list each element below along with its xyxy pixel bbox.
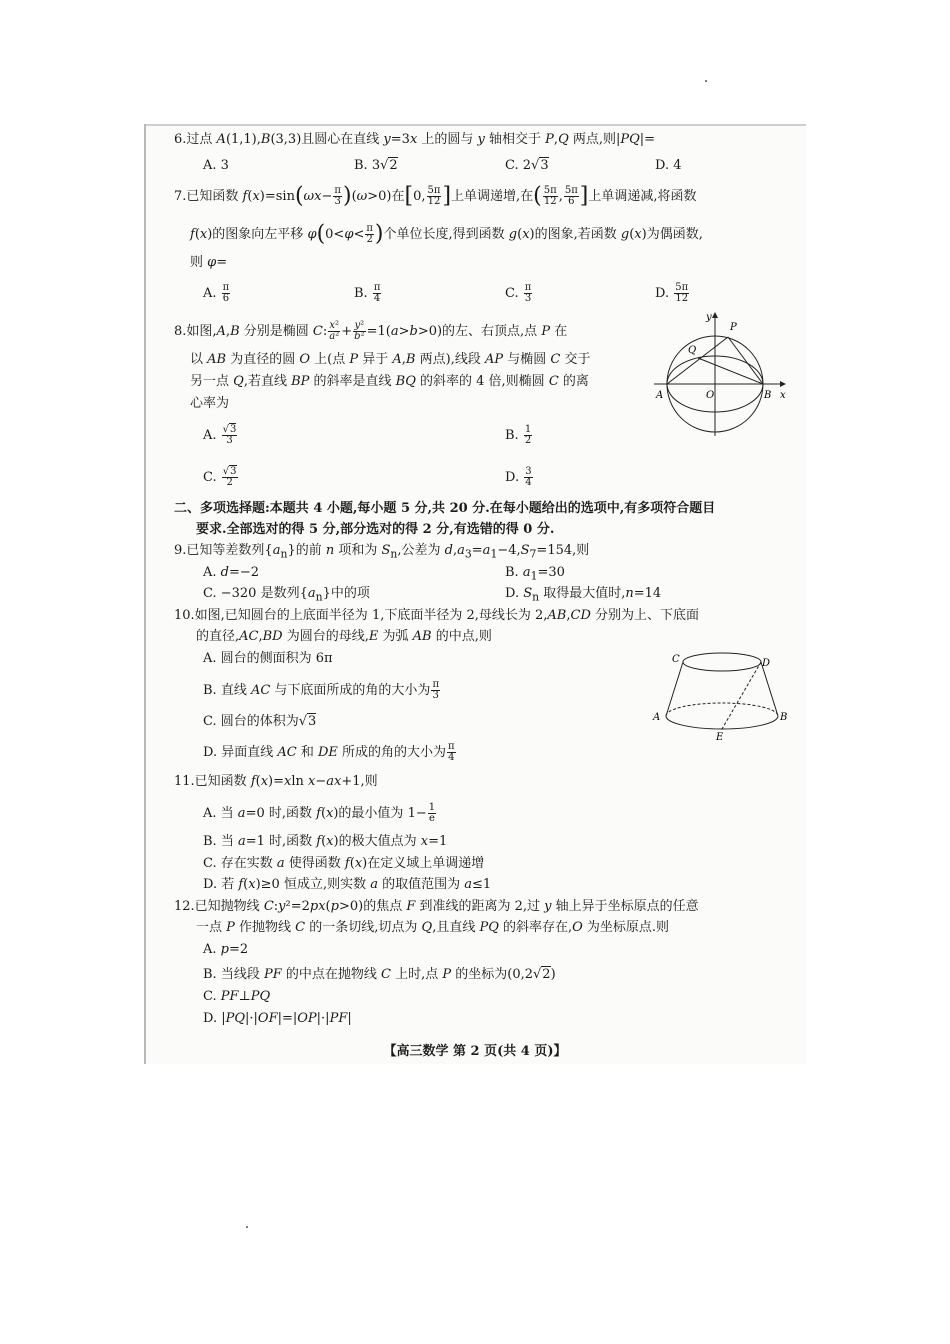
label-a: A — [656, 390, 664, 401]
generatrix-bd — [761, 662, 778, 716]
q8-option-a: A. $\frac{√3}{3}$ — [203, 424, 237, 446]
q12-option-c: C. PF⊥PQ — [203, 989, 271, 1004]
q8-line-1: 8.如图,A,B 分别是椭圆 C: $\frac{\text{x²}}{\text{a²}}$ + $\frac{\text{y²}}{\text{b²}}$ =1(a>b>0)的左、右顶点,点 P 在 — [174, 320, 568, 342]
q11-option-c: C. 存在实数 a 使得函数 f(x)在定义域上单调递增 — [203, 856, 485, 871]
section-2-line-2: 要求.全部选对的得 5 分,部分选对的得 2 分,有选错的得 0 分. — [196, 522, 555, 537]
q9-option-d: D. $S_n$ 取得最大值时,n=14 — [505, 586, 662, 604]
q8-line-3: 另一点 Q,若直线 BP 的斜率是直线 BQ 的斜率的 4 倍,则椭圆 C 的离 — [190, 374, 589, 389]
q7-line-1: 7.已知函数 f(x)=sin(ωx− $\frac{\pi}{3}$ )(ω>0)在[0, $\frac{5\pi}{12}$ ]上单调递增,在( $\frac{5\pi}{12}$ , $\frac{5\pi}{6}$ ]上单调递减,将函数 — [174, 183, 697, 209]
q7-line-2: f(x)的图象向左平移 φ(0<φ< $\frac{\pi}{2}$ )个单位长度,得到函数 g(x)的图象,若函数 g(x)为偶函数, — [190, 221, 703, 247]
q7-option-a: A. $\frac{\pi}{6}$ — [203, 282, 230, 304]
q10-line-1: 10.如图,已知圆台的上底面半径为 1,下底面半径为 2,母线长为 2,AB,CD 分别为上、下底面 — [174, 608, 700, 623]
q12-line-2: 一点 P 作抛物线 C 的一条切线,切点为 Q,且直线 PQ 的斜率存在,O 为坐标原点.则 — [196, 920, 670, 935]
q8-line-4: 心率为 — [190, 396, 230, 411]
q11-stem: 11.已知函数 f(x)=xln x−ax+1,则 — [174, 774, 378, 789]
q6-option-b: B. 3√2 — [354, 158, 398, 173]
q6-option-d: D. 4 — [655, 158, 682, 173]
q12-option-b: B. 当线段 PF 的中点在抛物线 C 上时,点 P 的坐标为(0,2√2) — [203, 967, 556, 982]
q11-option-a: A. 当 a=0 时,函数 f(x)的最小值为 1− $\frac{1}{e}$ — [203, 802, 436, 824]
page-left-edge — [144, 124, 146, 1064]
label-c: C — [672, 654, 680, 665]
q10-option-b: B. 直线 AC 与下底面所成的角的大小为 $\frac{\pi}{3}$ — [203, 679, 440, 701]
q6-stem: 6.过点 A(1,1),B(3,3)且圆心在直线 y=3x 上的圆与 y 轴相交于 P,Q 两点,则|PQ|= — [174, 132, 656, 147]
label-b: B — [764, 390, 772, 401]
x-axis-arrow — [780, 381, 786, 387]
q10-option-a: A. 圆台的侧面积为 6π — [203, 651, 333, 666]
segment-de — [722, 662, 761, 729]
q8-ellipse-figure — [650, 308, 794, 440]
scan-dot-top — [705, 80, 707, 82]
q12-option-a: A. p=2 — [203, 942, 249, 957]
section-2-line-1: 二、多项选择题:本题共 4 小题,每小题 5 分,共 20 分.在每小题给出的选项中,有多项符合题目 — [174, 501, 716, 516]
label-e: E — [716, 732, 724, 743]
q8-option-b: B. $\frac{1}{2}$ — [505, 424, 532, 446]
segment-ap — [667, 337, 728, 384]
generatrix-ac — [666, 662, 683, 716]
q8-line-2: 以 AB 为直径的圆 O 上(点 P 异于 A,B 两点),线段 AP 与椭圆 C 交于 — [190, 352, 591, 367]
q7-option-c: C. $\frac{\pi}{3}$ — [505, 282, 532, 304]
label-q: Q — [688, 345, 697, 356]
q9-stem: 9.已知等差数列$\{a_n\}$的前 n 项和为 $S_n$,公差为 $d,a_3=a_1-4,S_7=154$,则 — [174, 543, 590, 561]
q10-line-2: 的直径,AC,BD 为圆台的母线,E 为弧 AB 的中点,则 — [196, 629, 492, 644]
q7-option-b: B. $\frac{\pi}{4}$ — [354, 282, 381, 304]
q7-option-d: D. $\frac{5\pi}{12}$ — [655, 282, 689, 304]
y-axis-arrow — [712, 312, 718, 318]
label-b: B — [780, 712, 788, 723]
page-top-edge — [144, 124, 806, 126]
q9-option-a: A. d=−2 — [203, 565, 260, 580]
bottom-base-back — [666, 703, 778, 716]
q8-option-d: D. $\frac{3}{4}$ — [505, 466, 532, 488]
bottom-base-front — [666, 716, 778, 729]
q8-option-c: C. $\frac{√3}{2}$ — [203, 466, 237, 488]
label-y: y — [706, 312, 712, 323]
scan-dot-bottom — [246, 1226, 248, 1228]
q6-option-a: A. 3 — [203, 158, 229, 173]
q9-option-b: B. $a_1=30$ — [505, 565, 565, 583]
label-o: O — [706, 390, 715, 401]
q11-option-d: D. 若 f(x)≥0 恒成立,则实数 a 的取值范围为 a≤1 — [203, 877, 492, 892]
q11-option-b: B. 当 a=1 时,函数 f(x)的极大值点为 x=1 — [203, 834, 448, 849]
q10-option-c: C. 圆台的体积为√3 — [203, 714, 317, 729]
label-p: P — [730, 322, 737, 333]
q9-option-c: C. −320 是数列$\{a_n\}$中的项 — [203, 586, 370, 604]
q12-line-1: 12.已知抛物线 C:y²=2px(p>0)的焦点 F 到准线的距离为 2,过 y 轴上异于坐标原点的任意 — [174, 899, 699, 914]
label-a: A — [653, 712, 661, 723]
top-base — [683, 653, 761, 671]
q7-line-3: 则 φ= — [190, 255, 228, 270]
q10-option-d: D. 异面直线 AC 和 DE 所成的角的大小为 $\frac{\pi}{4}$ — [203, 741, 455, 763]
page-footer: 【高三数学 第 2 页(共 4 页)】 — [383, 1044, 567, 1059]
q6-option-c: C. 2√3 — [505, 158, 549, 173]
q12-option-d: D. |PQ|·|OF|=|OP|·|PF| — [203, 1011, 352, 1026]
label-x: x — [780, 390, 786, 401]
label-d: D — [762, 658, 771, 669]
q10-frustum-figure — [648, 646, 796, 744]
